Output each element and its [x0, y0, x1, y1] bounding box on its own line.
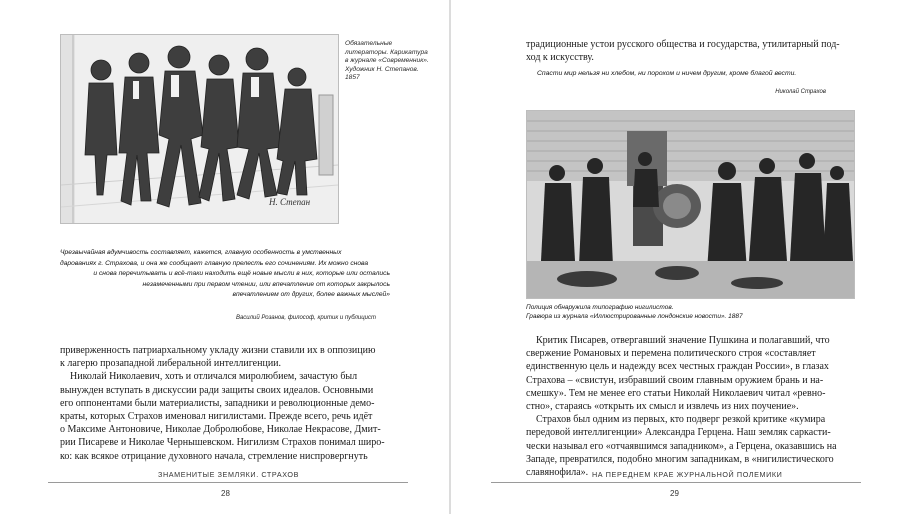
body-line: Западе, превратился, подобно многим западникам, в «нигилистического: [526, 453, 834, 465]
body-line: Страхов был одним из первых, кто подверг резкой критике «кумира: [536, 414, 826, 426]
body-line: ход к искусству.: [526, 52, 594, 64]
body-line: смешку». Тем не менее его статьи Николай Николаевич читал «ревно-: [526, 387, 826, 399]
epigraph-line: дарованиях г. Страхова, и она же сообщает главную прелесть его сочинениям. Их можно снова: [60, 259, 369, 267]
epigraph-line: и снова перечитывать и всё-таки находить ещё новые мысли в них, которые или остались: [93, 270, 390, 278]
epigraph-line: впечатлением от других, более важных мыслей»: [232, 291, 390, 299]
quote-attribution: Николай Страхов: [775, 89, 826, 95]
strakhov-quote: Спасти мир нельзя ни хлебом, ни порохом и ничем другим, кроме благой вести.: [537, 70, 797, 77]
body-line: стно», стараясь «открыть их смысл и извлечь из них поучение».: [526, 401, 799, 413]
body-line: Страхова – «свистун, избравший своим главным оружием брань и на-: [526, 374, 824, 386]
footer-rule: [48, 482, 408, 483]
top-text: [526, 38, 856, 64]
body-line: чески называл его «отчаявшимся западником», а Герцена, оказавшись на: [526, 440, 837, 452]
page-number: 28: [221, 489, 230, 498]
body-line: краты, которых Страхов именовал нигилистами. Прежде всего, речь идёт: [60, 411, 373, 423]
artist-signature: Н. Степан: [269, 197, 311, 207]
body-line: традиционные устои русского общества и государства, утилитарный под-: [526, 39, 840, 50]
body-line: к лагерю прозападной либеральной интеллигенции.: [60, 358, 282, 370]
body-line: передовой интеллигенции» Александра Герцена. Наш земляк саркасти-: [526, 427, 831, 439]
body-line: вынужден вступать в дискуссии ради защиты своих идеалов. Основными: [60, 384, 374, 396]
running-head: ЗНАМЕНИТЫЕ ЗЕМЛЯКИ. СТРАХОВ: [158, 470, 299, 479]
caricature-illustration: [60, 34, 339, 224]
body-line: свержение Романовых и перемена политического строя «составляет: [526, 348, 816, 360]
body-line: Николай Николаевич, хоть и отличался миролюбием, зачастую был: [70, 371, 358, 383]
caption-line: 1857: [345, 74, 360, 82]
illustration-caption: [345, 40, 445, 83]
body-text: [60, 344, 390, 463]
epigraph-line: незамеченными при первом чтении, или впечатление от которых закрылось: [142, 280, 390, 288]
caption-line: Художник Н. Степанов.: [345, 65, 419, 73]
running-head: НА ПЕРЕДНЕМ КРАЕ ЖУРНАЛЬНОЙ ПОЛЕМИКИ: [592, 470, 783, 479]
caption-line: литераторы. Карикатура: [345, 48, 428, 56]
epigraph-quote: [60, 248, 390, 301]
body-text: [526, 334, 856, 479]
body-line: Критик Писарев, отвергавший значение Пушкина и полагавший, что: [536, 335, 830, 346]
right-page: [451, 0, 900, 514]
body-line: ко: как всякое отрицание духовного начала, стремление ниспровергнуть: [60, 450, 368, 462]
caption-line: Гравюра из журнала «Иллюстрированные лондонские новости». 1887: [526, 313, 743, 320]
epigraph-attribution: Василий Розанов, философ, критик и публицист: [235, 315, 376, 321]
caption-line: в журнале «Современник».: [345, 57, 429, 65]
page-number: 29: [670, 489, 679, 498]
body-line: рии Писареве и Николае Чернышевском. Нигилизм Страхов понимал широ-: [60, 437, 385, 449]
engraving-caption: [526, 303, 743, 321]
body-line: славянофила».: [526, 467, 589, 479]
body-line: приверженность патриархальному укладу жизни ставили их в оппозицию: [60, 345, 376, 356]
caption-line: Полиция обнаружила типографию нигилистов.: [526, 304, 674, 311]
left-page: [0, 0, 449, 514]
body-line: единственную цель и надежду всех честных граждан России», в глазах: [526, 361, 829, 373]
epigraph-line: Чрезвычайная вдумчивость составляет, кажется, главную особенность в умственных: [60, 249, 342, 256]
caption-line: Обязательные: [345, 40, 393, 47]
body-line: о Максиме Антоновиче, Николае Добролюбове, Николае Некрасове, Дмит-: [60, 424, 381, 436]
body-line: его оппонентами были материалисты, западники и революционные демо-: [60, 397, 375, 409]
engraving-illustration: [526, 110, 855, 299]
footer-rule: [491, 482, 861, 483]
